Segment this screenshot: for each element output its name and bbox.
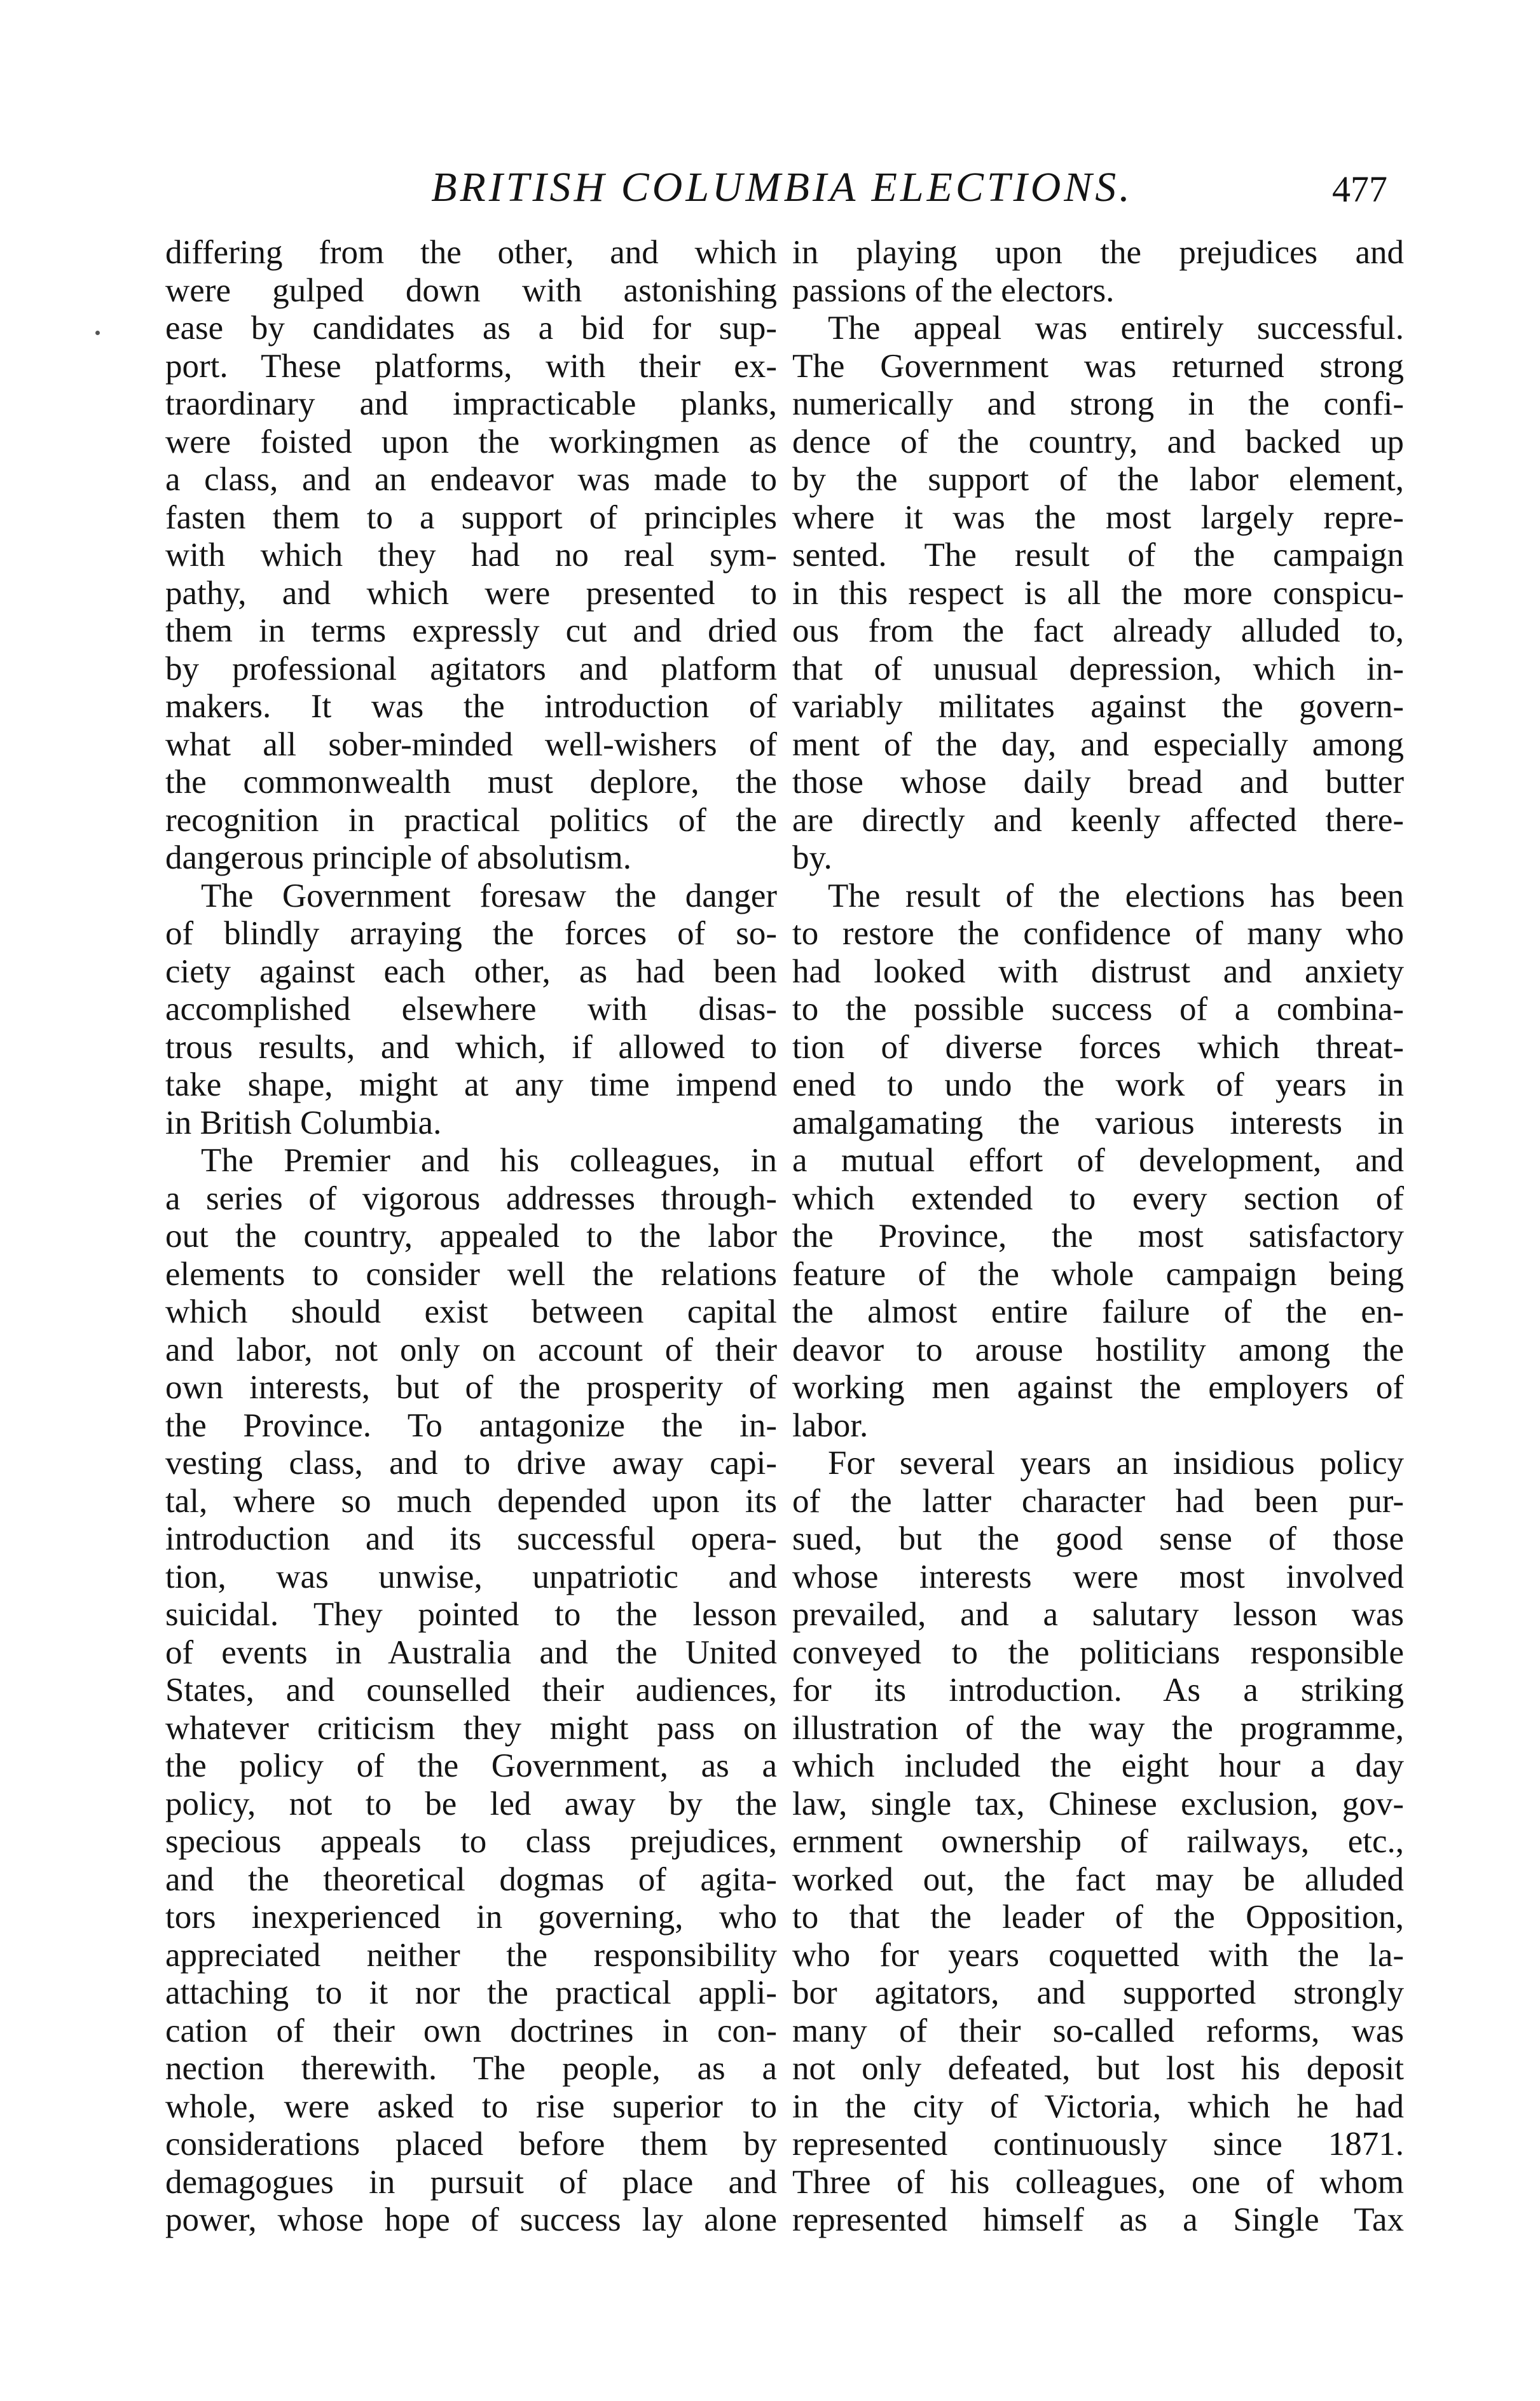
text-line: to restore the confidence of many who <box>792 915 1404 952</box>
text-line: introduction and its successful opera- <box>165 1520 777 1557</box>
text-line: out the country, appealed to the labor <box>165 1218 777 1255</box>
text-line: own interests, but of the prosperity of <box>165 1369 777 1406</box>
text-line: the policy of the Government, as a <box>165 1747 777 1784</box>
text-line: in playing upon the prejudices and <box>792 234 1404 271</box>
left-text-column <box>165 234 777 2239</box>
text-line: trous results, and which, if allowed to <box>165 1028 777 1066</box>
text-line: by professional agitators and platform <box>165 650 777 687</box>
text-line: tion, was unwise, unpatriotic and <box>165 1558 777 1595</box>
text-line: not only defeated, but lost his deposit <box>792 2050 1404 2087</box>
text-line: tion of diverse forces which threat- <box>792 1028 1404 1066</box>
text-line: traordinary and impracticable planks, <box>165 385 777 422</box>
text-line: whole, were asked to rise superior to <box>165 2088 777 2125</box>
text-line: The Premier and his colleagues, in <box>201 1142 777 1179</box>
text-line: the commonwealth must deplore, the <box>165 764 777 801</box>
text-line: conveyed to the politicians responsible <box>792 1634 1404 1671</box>
text-line: The appeal was entirely successful. <box>828 310 1404 347</box>
text-line: the Province, the most satisfactory <box>792 1218 1404 1255</box>
text-line: represented continuously since 1871. <box>792 2126 1404 2163</box>
text-line: them in terms expressly cut and dried <box>165 612 777 649</box>
text-line: of blindly arraying the forces of so- <box>165 915 777 952</box>
text-line: ened to undo the work of years in <box>792 1066 1404 1103</box>
margin-dot <box>95 331 100 335</box>
text-line: prevailed, and a salutary lesson was <box>792 1596 1404 1633</box>
text-line: ernment ownership of railways, etc., <box>792 1823 1404 1860</box>
text-line: in British Columbia. <box>165 1104 442 1141</box>
text-line: working men against the employers of <box>792 1369 1404 1406</box>
text-line: passions of the electors. <box>792 272 1115 309</box>
text-line: a class, and an endeavor was made to <box>165 461 777 498</box>
text-line: were foisted upon the workingmen as <box>165 423 777 460</box>
text-line: ous from the fact already alluded to, <box>792 612 1404 649</box>
text-line: are directly and keenly affected there- <box>792 801 1404 839</box>
text-line: feature of the whole campaign being <box>792 1255 1404 1293</box>
text-line: and labor, not only on account of their <box>165 1331 777 1368</box>
text-line: in this respect is all the more conspicu- <box>792 574 1404 612</box>
text-line: demagogues in pursuit of place and <box>165 2163 777 2201</box>
text-line: which should exist between capital <box>165 1293 777 1330</box>
text-line: policy, not to be led away by the <box>165 1785 777 1822</box>
text-line: dangerous principle of absolutism. <box>165 839 632 876</box>
text-line: Three of his colleagues, one of whom <box>792 2163 1404 2201</box>
text-line: deavor to arouse hostility among the <box>792 1331 1404 1368</box>
text-line: labor. <box>792 1407 869 1444</box>
text-line: many of their so-called reforms, was <box>792 2012 1404 2049</box>
text-line: illustration of the way the programme, <box>792 1709 1404 1747</box>
text-line: law, single tax, Chinese exclusion, gov- <box>792 1785 1404 1822</box>
text-line: whose interests were most involved <box>792 1558 1404 1595</box>
text-line: ease by candidates as a bid for sup- <box>165 310 777 347</box>
text-line: those whose daily bread and butter <box>792 764 1404 801</box>
text-line: makers. It was the introduction of <box>165 688 777 725</box>
text-line: bor agitators, and supported strongly <box>792 1974 1404 2011</box>
text-line: with which they had no real sym- <box>165 537 777 574</box>
text-line: in the city of Victoria, which he had <box>792 2088 1404 2125</box>
text-line: ment of the day, and especially among <box>792 726 1404 763</box>
text-line: differing from the other, and which <box>165 234 777 271</box>
text-line: For several years an insidious policy <box>828 1445 1404 1482</box>
page-number: 477 <box>1332 169 1387 210</box>
text-line: to the possible success of a combina- <box>792 991 1404 1028</box>
text-line: The result of the elections has been <box>828 877 1404 914</box>
text-line: a series of vigorous addresses through- <box>165 1180 777 1217</box>
text-line: pathy, and which were presented to <box>165 574 777 612</box>
running-title: BRITISH COLUMBIA ELECTIONS. <box>431 164 1133 210</box>
text-line: and the theoretical dogmas of agita- <box>165 1861 777 1898</box>
text-line: what all sober-minded well-wishers of <box>165 726 777 763</box>
text-line: The Government was returned strong <box>792 347 1404 385</box>
text-line: elements to consider well the relations <box>165 1255 777 1293</box>
text-line: a mutual effort of development, and <box>792 1142 1404 1179</box>
text-line: attaching to it nor the practical appli- <box>165 1974 777 2011</box>
text-line: represented himself as a Single Tax <box>792 2201 1404 2238</box>
text-line: power, whose hope of success lay alone <box>165 2201 777 2238</box>
text-line: nection therewith. The people, as a <box>165 2050 777 2087</box>
text-line: were gulped down with astonishing <box>165 272 777 309</box>
text-line: to that the leader of the Opposition, <box>792 1899 1404 1936</box>
text-line: recognition in practical politics of the <box>165 801 777 839</box>
text-line: fasten them to a support of principles <box>165 499 777 536</box>
text-line: The Government foresaw the danger <box>201 877 777 914</box>
right-text-column <box>792 234 1404 2239</box>
text-line: variably militates against the govern- <box>792 688 1404 725</box>
text-line: that of unusual depression, which in- <box>792 650 1404 687</box>
text-line: which included the eight hour a day <box>792 1747 1404 1784</box>
text-line: amalgamating the various interests in <box>792 1104 1404 1141</box>
text-line: States, and counselled their audiences, <box>165 1672 777 1709</box>
text-line: numerically and strong in the confi- <box>792 385 1404 422</box>
text-line: considerations placed before them by <box>165 2126 777 2163</box>
text-line: tal, where so much depended upon its <box>165 1482 777 1520</box>
text-line: sented. The result of the campaign <box>792 537 1404 574</box>
text-line: sued, but the good sense of those <box>792 1520 1404 1557</box>
text-line: specious appeals to class prejudices, <box>165 1823 777 1860</box>
text-line: whatever criticism they might pass on <box>165 1709 777 1747</box>
text-line: who for years coquetted with the la- <box>792 1936 1404 1974</box>
text-line: cation of their own doctrines in con- <box>165 2012 777 2049</box>
text-line: by the support of the labor element, <box>792 461 1404 498</box>
text-line: the almost entire failure of the en- <box>792 1293 1404 1330</box>
text-line: worked out, the fact may be alluded <box>792 1861 1404 1898</box>
text-line: which extended to every section of <box>792 1180 1404 1217</box>
text-line: suicidal. They pointed to the lesson <box>165 1596 777 1633</box>
text-line: ciety against each other, as had been <box>165 953 777 990</box>
text-line: accomplished elsewhere with disas- <box>165 991 777 1028</box>
text-line: of the latter character had been pur- <box>792 1482 1404 1520</box>
text-line: of events in Australia and the United <box>165 1634 777 1671</box>
text-line: where it was the most largely repre- <box>792 499 1404 536</box>
text-line: for its introduction. As a striking <box>792 1672 1404 1709</box>
text-line: by. <box>792 839 832 876</box>
text-line: dence of the country, and backed up <box>792 423 1404 460</box>
text-line: tors inexperienced in governing, who <box>165 1899 777 1936</box>
text-line: appreciated neither the responsibility <box>165 1936 777 1974</box>
text-line: port. These platforms, with their ex- <box>165 347 777 385</box>
text-line: the Province. To antagonize the in- <box>165 1407 777 1444</box>
text-line: had looked with distrust and anxiety <box>792 953 1404 990</box>
text-line: take shape, might at any time impend <box>165 1066 777 1103</box>
text-line: vesting class, and to drive away capi- <box>165 1445 777 1482</box>
